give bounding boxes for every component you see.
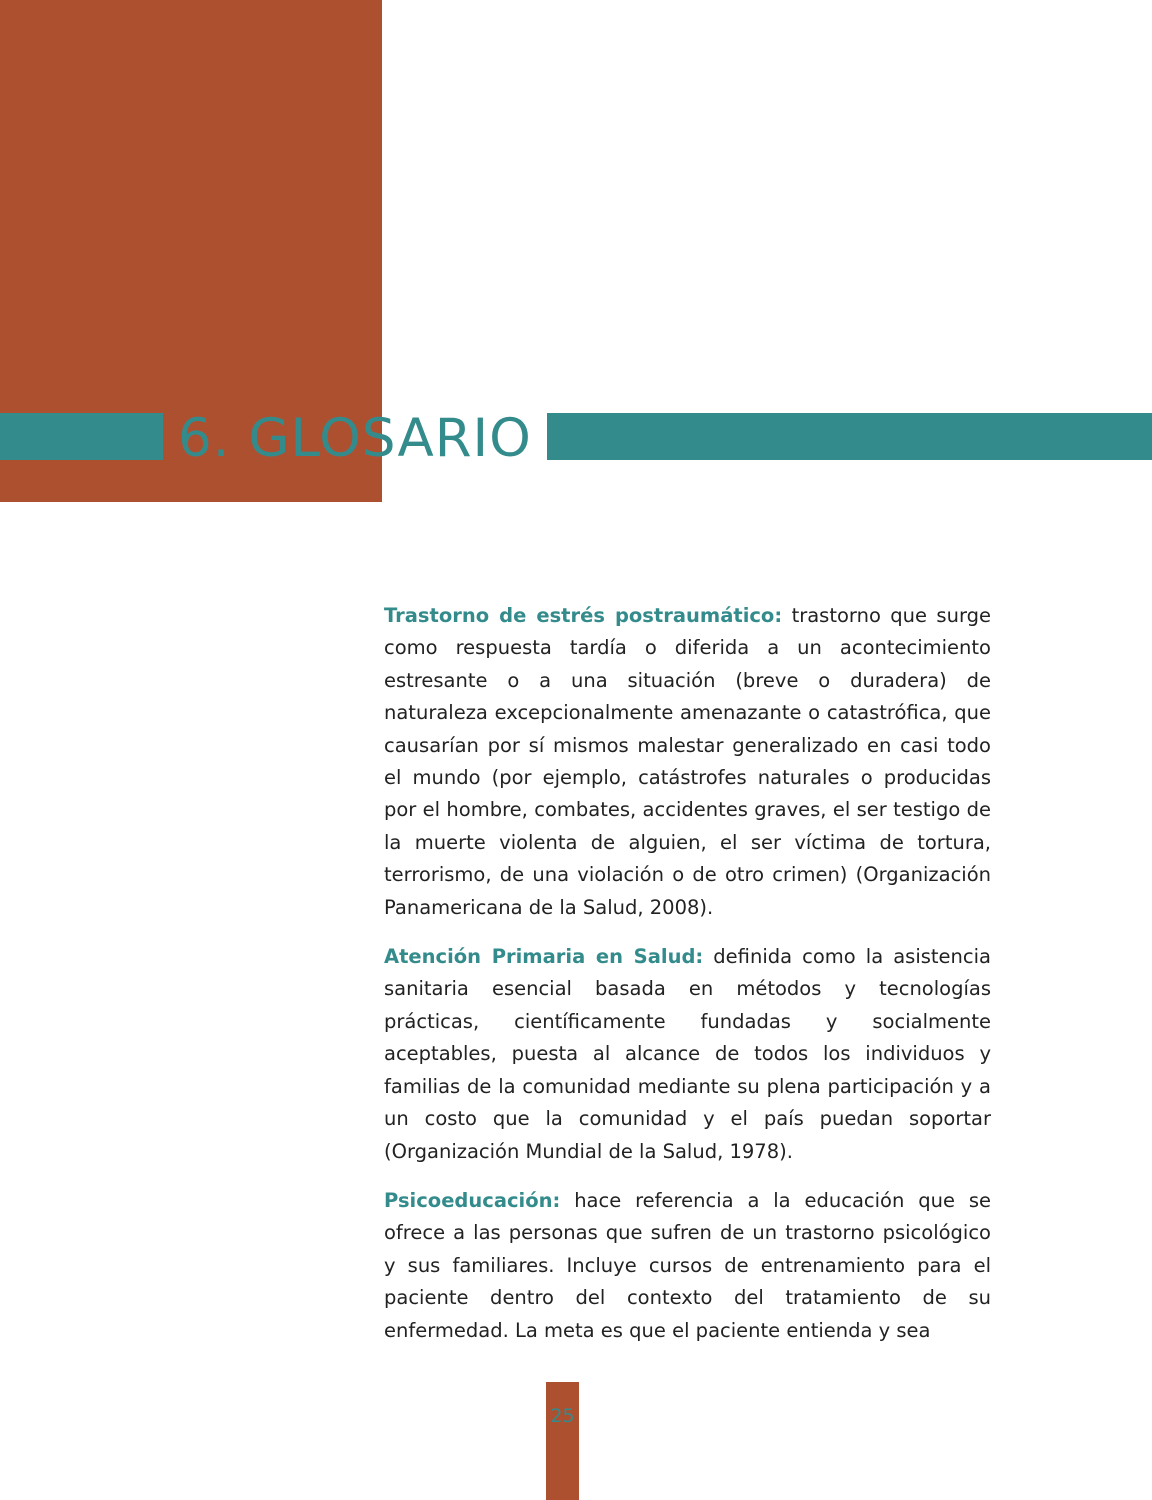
glossary-content — [384, 600, 991, 1364]
glossary-term: Trastorno de estrés postraumático: — [384, 604, 783, 627]
glossary-definition: hace referencia a la educación que se ofrece a las personas que sufren de un trastorno psicológico y sus familiares. Incluye cursos de entrenamiento para el paciente dentro del contexto del tratamiento de su enfermedad. La meta es que el paciente entienda y sea — [384, 1188, 991, 1342]
glossary-term: Psicoeducación: — [384, 1188, 561, 1212]
decorative-teal-bar-left — [0, 413, 163, 460]
glossary-term: Atención Primaria en Salud: — [384, 945, 704, 969]
decorative-teal-bar-right — [547, 413, 1152, 460]
chapter-title: 6. GLOSARIO — [178, 408, 532, 469]
glossary-entry — [384, 600, 991, 924]
page-number: 25 — [550, 1405, 575, 1427]
glossary-entry — [384, 1185, 991, 1347]
page-number-tab — [546, 1382, 579, 1500]
glossary-definition: trastorno que surge como respuesta tardía o diferida a un acontecimiento estresante o a una situación (breve o duradera) de naturaleza excepcionalmente amenazante o catastrófica, que causarían por sí mismos malestar generalizado en casi todo el mundo (por ejemplo, catástrofes naturales o producidas por el hombre, combates, accidentes graves, el ser testigo de la muerte violenta de alguien, el ser víctima de tortura, terrorismo, de una violación o de otro crimen) (Organización Panamericana de la Salud, 2008). — [384, 604, 991, 919]
glossary-definition: definida como la asistencia sanitaria esencial basada en métodos y tecnologías prácticas, científicamente fundadas y socialmente aceptables, puesta al alcance de todos los individuos y familias de la comunidad mediante su plena participación y a un costo que la comunidad y el país puedan soportar (Organización Mundial de la Salud, 1978). — [384, 945, 992, 1163]
glossary-entry — [384, 941, 991, 1168]
